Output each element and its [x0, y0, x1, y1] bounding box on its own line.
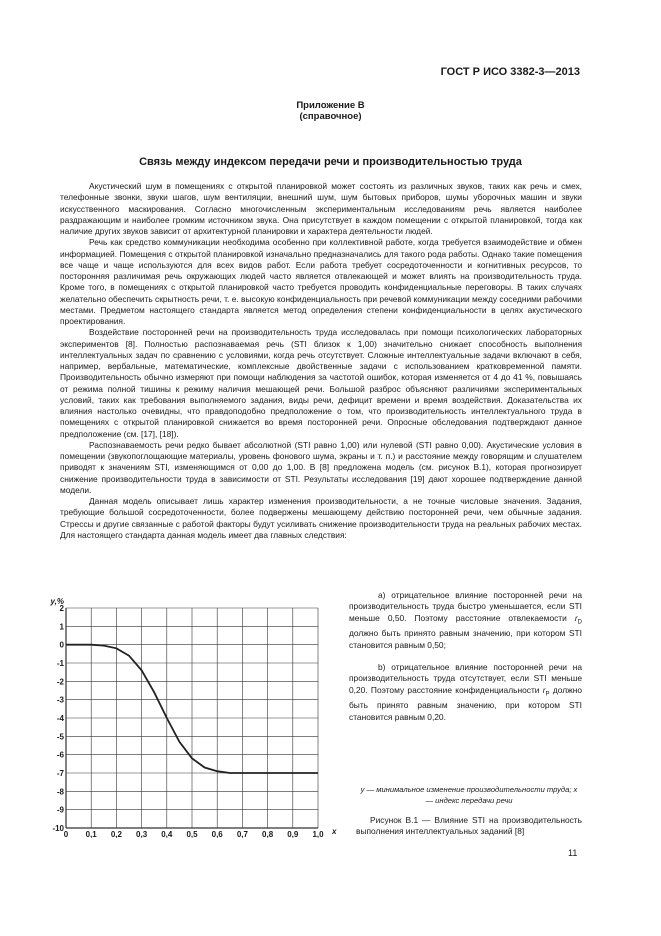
x-axis-label: x: [332, 827, 337, 836]
y-tick-label: 1: [59, 622, 64, 632]
symbol-sub-d: D: [577, 619, 582, 626]
x-tick-label: 0,3: [136, 830, 148, 838]
section-title: Связь между индексом передачи речи и производительностью труда: [139, 156, 522, 168]
x-tick-label: 0,2: [110, 830, 122, 838]
y-tick-label: -7: [56, 769, 64, 778]
consequence-a-end: должно быть принято равным значению, при котором STI становится равным 0,50;: [349, 628, 582, 650]
x-tick-label: 0: [63, 830, 69, 838]
appendix-label: Приложение В: [296, 100, 365, 111]
y-tick-label: -8: [56, 787, 64, 797]
symbol-r-p: r: [542, 684, 546, 695]
y-tick-label: -10: [52, 824, 64, 833]
x-tick-label: 0,9: [287, 830, 299, 838]
x-tick-label: 0,4: [161, 830, 173, 838]
x-tick-label: 0,8: [262, 830, 274, 838]
y-tick-label: -3: [56, 695, 64, 705]
y-tick-label: -5: [56, 732, 64, 742]
paragraph: Распознаваемость речи редко бывает абсолютной (STI равно 1,00) или нулевой (STI равно 0,00). Акустические условия в помещении (звукопоглощающие материалы, уровень фонового шума, экраны и т. п.) и расстояние между говорящим и слушателем приводят к значениям STI, изменяющимся от 0,00 до 1,00. В [8] предложена модель (см. рисунок В.1), которая прогнозирует снижение производительности труда в зависимости от STI. Результаты исследования [19] дают хорошее подтверждение данной модели.: [60, 439, 582, 495]
performance-chart: [44, 596, 350, 838]
x-tick-label: 1,0: [312, 830, 324, 838]
paragraph: Акустический шум в помещениях с открытой планировкой может состоять из различных звуков, таких как речь и смех, телефонные звонки, звуки шагов, шум вентиляции, внешний шум, шум бытовых приборов, шумы уборочных машин и звуки искусственного маскирования. Согласно многочисленным экспериментальным исследованиям речь является наиболее раздражающим и наиболее громким источником звука. Она присутствует в каждом помещении с открытой планировкой, тогда как наличие других звуков зависит от архитектурной планировки и характера деятельности людей.: [60, 181, 582, 236]
paragraph: Данная модель описывает лишь характер изменения производительности, а не точные числовые значения. Задания, требующие большой сосредоточенности, более подвержены мешающему действию посторонней речи, чем обычные задания. Стрессы и другие связанные с работой факторы будут усиливать снижение производительности труда на реальных рабочих местах. Для настоящего стандарта данная модель имеет два главных следствия:: [60, 496, 582, 540]
symbol-sub-p: P: [545, 691, 550, 698]
consequence-a: [349, 590, 582, 651]
y-tick-label: 0: [59, 640, 64, 650]
y-tick-label: -9: [56, 805, 64, 815]
page-number: 11: [568, 848, 578, 858]
consequence-b-end: должно быть принято равным значению, при котором STI становится равным 0,20.: [349, 684, 582, 722]
figure-caption-text: Рисунок В.1 — Влияние STI на производительность выполнения интеллектуальных заданий [8]: [356, 815, 582, 837]
appendix-heading: [0, 100, 661, 122]
y-axis-label: y,%: [50, 597, 64, 606]
body-text: [60, 181, 582, 541]
y-tick-label: -4: [56, 714, 64, 723]
paragraph: Речь как средство коммуникации необходима особенно при коллективной работе, когда требуется взаимодействие и обмен информацией. Помещения с открытой планировкой изначально предназначались для такого рода работы. Однако такие помещения все чаще и чаще используются для всех видов работ. Если работа требует сосредоточенности и когнитивных ресурсов, то посторонняя различимая речь окружающих людей часто является отвлекающей и может влиять на производительность труда. Кроме того, в помещениях с открытой планировкой часто требуется проводить конфиденциальные переговоры. В таких случаях желательно обеспечить скрытность речи, т. е. высокую конфиденциальность при речевой коммуникации между соседними рабочими местами. Предметом настоящего стандарта является метод определения степени конфиденциальности в целях акустического проектирования.: [60, 237, 582, 326]
symbol-r-d: r: [574, 612, 578, 623]
appendix-type: (справочное): [299, 111, 362, 122]
y-tick-label: 2: [59, 604, 64, 613]
legend-note: y — минимальное изменение производительности труда; x — индекс передачи речи: [360, 785, 578, 805]
y-tick-label: -1: [56, 659, 64, 668]
x-tick-label: 0,6: [211, 830, 223, 838]
consequence-b-text: b) отрицательное влияние посторонней речи на производительность труда отсутствует, если STI меньше 0,20. Поэтому расстояние конфиденциальности: [349, 662, 582, 695]
paragraph: Воздействие посторонней речи на производительность труда исследовалась при помощи психологических лабораторных экспериментов [8]. Полностью распознаваемая речь (STI близок к 1,00) значительно снижает способность выполнения интеллектуальных задач по сравнению с условиями, когда речь отсутствует. Сложные интеллектуальные задачи включают в себя, например, вербальные, математические, комплексные двойственные задачи с использованием кратковременной памяти. Производительность обычно измеряют при помощи наблюдения за частотой ошибок, которая изменяется от 4 до 41 %, повышаясь от режима полной тишины к режиму наличия мешающей речи. Большой разброс объясняют различиями экспериментальных условий, таких как требования выполняемого задания, виды речи, дефицит времени и время воздействия. Доказательства их влияния настолько очевидны, что правдоподобно предположение о том, что производительность интеллектуального труда в помещениях с открытой планировкой снижается во время посторонней речи. Опросные обследования подтверждают данное предположение (см. [17], [18]).: [60, 327, 582, 439]
standard-header: ГОСТ Р ИСО 3382-3—2013: [440, 66, 580, 78]
consequence-b: [349, 662, 582, 723]
y-tick-label: -2: [56, 677, 64, 687]
figure-caption: [356, 815, 582, 838]
x-tick-label: 0,7: [236, 830, 248, 838]
y-tick-label: -6: [56, 750, 64, 760]
consequence-a-text: а) отрицательное влияние посторонней речи на производительность труда быстро уменьшается, если STI меньше 0,50. Поэтому расстояние отвлекаемости: [349, 590, 582, 623]
x-tick-label: 0,1: [85, 830, 97, 838]
x-tick-label: 0,5: [186, 830, 198, 838]
